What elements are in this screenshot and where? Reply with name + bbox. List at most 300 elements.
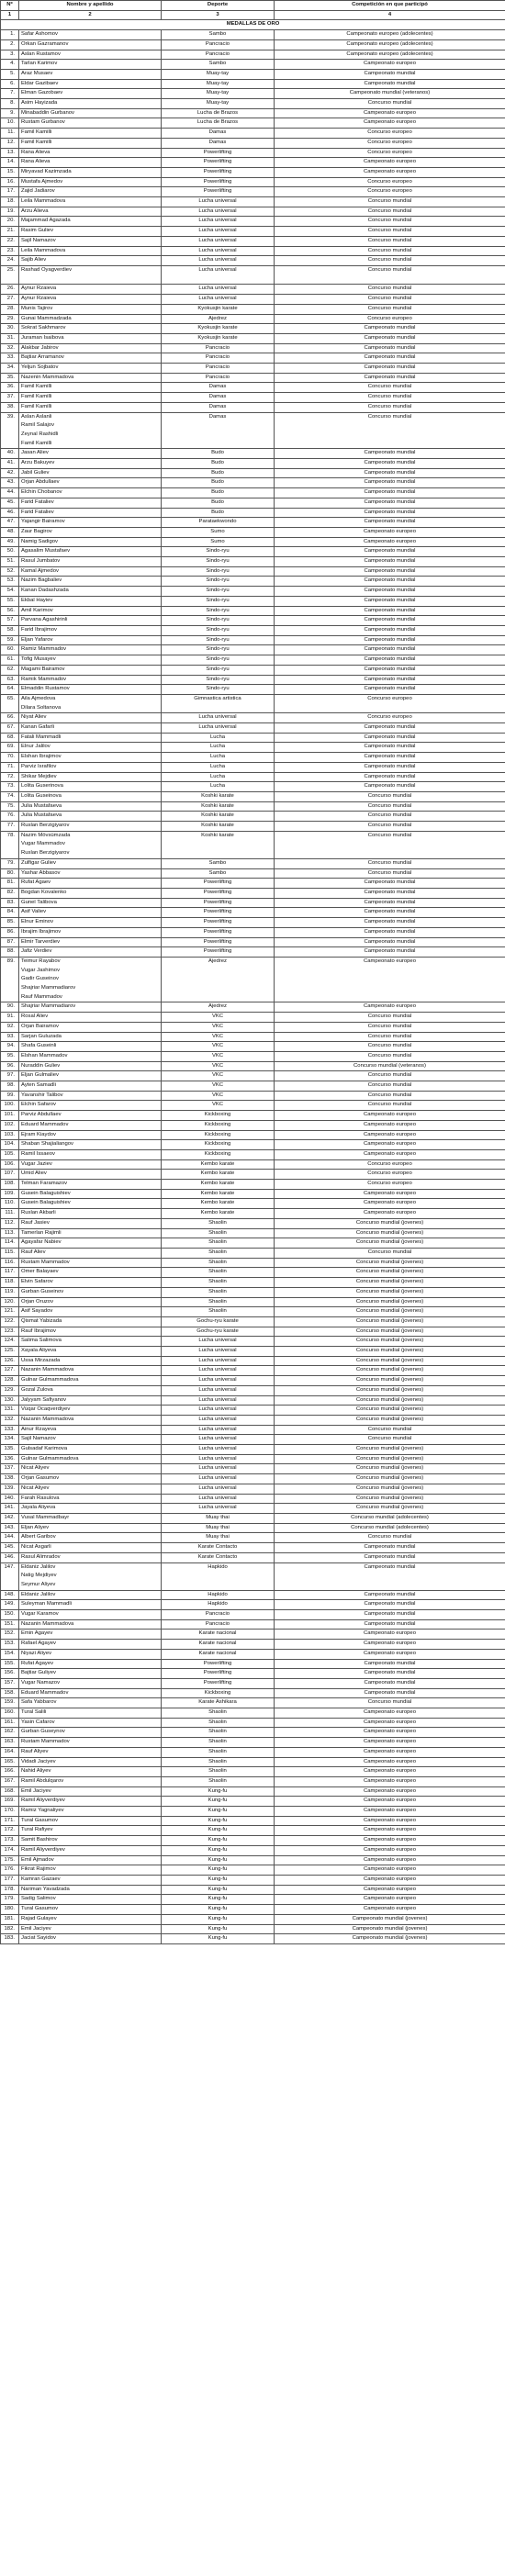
row-number: 145.: [1, 1543, 19, 1553]
athlete-name: Jalyyam Safiyanov: [21, 1396, 67, 1403]
athlete-names: [19, 1061, 162, 1071]
table-row: [1, 1590, 505, 1600]
sport-cell: VKC: [162, 1042, 275, 1052]
athlete-names: [19, 685, 162, 695]
athlete-name: Kanan Dadashzada: [21, 588, 69, 594]
row-number: 62.: [1, 665, 19, 675]
sport-cell: Kyokusjin karate: [162, 324, 275, 334]
athlete-name: Teimur Rayabov: [21, 958, 61, 964]
athlete-names: [19, 187, 162, 197]
athlete-name: Emin Agayev: [21, 1630, 53, 1637]
row-number: 56.: [1, 606, 19, 616]
athlete-names: [19, 1464, 162, 1474]
sport-cell: Shaolin: [162, 1757, 275, 1767]
sport-cell: Sambo: [162, 868, 275, 879]
row-number: 65.: [1, 694, 19, 712]
competition-cell: Concurso mundial: [275, 1533, 505, 1543]
competition-cell: Campeonato mundial: [275, 1600, 505, 1610]
table-row: [1, 449, 505, 459]
row-number: 172.: [1, 1826, 19, 1836]
table-row: [1, 364, 505, 374]
sport-cell: Lucha universal: [162, 1425, 275, 1435]
row-number: 139.: [1, 1484, 19, 1494]
athlete-name: Orjan Abdullaev: [21, 479, 60, 486]
table-row: [1, 1836, 505, 1846]
competition-cell: Campeonato mundial (veteranos): [275, 89, 505, 99]
athlete-names: [19, 227, 162, 237]
section-row: [1, 20, 505, 30]
athlete-names: [19, 645, 162, 655]
row-number: 142.: [1, 1513, 19, 1523]
athlete-names: [19, 1376, 162, 1386]
sport-cell: Shaolin: [162, 1728, 275, 1738]
athlete-name: Tural Gasumov: [21, 1906, 59, 1912]
row-number: 78.: [1, 831, 19, 858]
competition-cell: Campeonato europeo: [275, 167, 505, 177]
sport-cell: Powerlifting: [162, 148, 275, 158]
athlete-names: [19, 898, 162, 908]
table-row: [1, 1425, 505, 1435]
sport-cell: Powerlifting: [162, 918, 275, 928]
table-row: [1, 616, 505, 626]
athlete-names: [19, 812, 162, 822]
athlete-names: [19, 1366, 162, 1376]
row-number: 163.: [1, 1738, 19, 1748]
competition-cell: Campeonato europeo (adolecentes): [275, 39, 505, 50]
table-row: [1, 822, 505, 832]
competition-cell: Concurso mundial (jovenes): [275, 1218, 505, 1228]
sport-cell: Sumo: [162, 537, 275, 547]
row-number: 18.: [1, 197, 19, 207]
athlete-name: Vugar Mammadov: [21, 841, 65, 847]
athlete-names: [19, 177, 162, 187]
athlete-names: [19, 1199, 162, 1209]
athlete-name: Vüqar Ocaqverdiyev: [21, 1406, 71, 1413]
table-row: [1, 1180, 505, 1190]
athlete-names: [19, 285, 162, 295]
athlete-name: Rosal Aliev: [21, 1014, 49, 1020]
athlete-name: Ejram Kiaydov: [21, 1131, 56, 1137]
athlete-names: [19, 1523, 162, 1533]
table-row: [1, 927, 505, 937]
competition-cell: Concurso mundial: [275, 1042, 505, 1052]
athlete-names: [19, 197, 162, 207]
sport-cell: Powerlifting: [162, 158, 275, 168]
athlete-names: [19, 1767, 162, 1777]
competition-cell: Concurso mundial (jovenes): [275, 1484, 505, 1494]
athlete-names: [19, 1728, 162, 1738]
athlete-names: [19, 158, 162, 168]
row-number: 105.: [1, 1149, 19, 1159]
row-number: 108.: [1, 1180, 19, 1190]
athlete-name: Niyat Aliev: [21, 714, 47, 721]
athlete-name: Arzu Bakuyev: [21, 460, 55, 466]
sport-cell: Kickboxing: [162, 1130, 275, 1140]
table-row: [1, 694, 505, 712]
sport-cell: Sindo-ryu: [162, 665, 275, 675]
header-number-row: [1, 10, 505, 20]
athlete-name: Rauf Aliyev: [21, 1748, 49, 1754]
athlete-name: Eljan Yafarov: [21, 636, 53, 643]
athlete-name: Elshan Mammadov: [21, 1052, 68, 1058]
athlete-names: [19, 498, 162, 508]
competition-cell: Campeonato europeo: [275, 1718, 505, 1728]
sport-cell: Damas: [162, 402, 275, 412]
athlete-names: [19, 1600, 162, 1610]
table-row: [1, 1061, 505, 1071]
competition-cell: Campeonato mundial: [275, 364, 505, 374]
sport-cell: Powerlifting: [162, 937, 275, 947]
competition-cell: Campeonato europeo: [275, 1649, 505, 1659]
row-number: 10.: [1, 118, 19, 129]
table-row: [1, 1504, 505, 1514]
athlete-name: Ruslan Berzigiyarov: [21, 823, 70, 829]
sport-cell: Sindo-ryu: [162, 587, 275, 597]
row-number: 115.: [1, 1249, 19, 1259]
competition-cell: Campeonato mundial: [275, 587, 505, 597]
athlete-names: [19, 1287, 162, 1297]
table-row: [1, 957, 505, 1002]
athlete-name: Rustam Gurbanov: [21, 119, 65, 126]
athlete-name: Julia Mustafaeva: [21, 812, 62, 819]
sport-cell: Lucha: [162, 753, 275, 763]
table-row: [1, 1533, 505, 1543]
athlete-names: [19, 831, 162, 858]
athlete-name: Omer Balayaev: [21, 1269, 59, 1275]
athlete-name: Famil Kamilli: [21, 129, 52, 136]
sport-cell: Powerlifting: [162, 879, 275, 889]
athlete-name: Nariman Yavadzada: [21, 1886, 70, 1892]
table-row: [1, 1032, 505, 1042]
row-number: 54.: [1, 587, 19, 597]
athlete-names: [19, 1032, 162, 1042]
athlete-names: [19, 1504, 162, 1514]
competition-cell: Concurso mundial: [275, 402, 505, 412]
competition-cell: Campeonato europeo: [275, 1786, 505, 1797]
athlete-names: [19, 1228, 162, 1238]
competition-cell: Concurso mundial: [275, 1091, 505, 1101]
athlete-name: Bajtiar Guliyev: [21, 1670, 56, 1676]
athlete-name: Ramik Mammadov: [21, 676, 67, 682]
table-row: [1, 1619, 505, 1630]
competition-cell: Concurso mundial (jovenes): [275, 1366, 505, 1376]
table-row: [1, 1797, 505, 1807]
competition-cell: Campeonato mundial: [275, 1688, 505, 1698]
athlete-names: [19, 937, 162, 947]
table-row: [1, 1297, 505, 1307]
athlete-name: Gulnar Gulmammadova: [21, 1455, 79, 1462]
athlete-name: Rana Alieva: [21, 149, 50, 155]
table-row: [1, 236, 505, 246]
row-number: 153.: [1, 1640, 19, 1650]
athlete-name: Sokrat Sakhmarov: [21, 325, 66, 331]
sport-cell: Kembo karate: [162, 1199, 275, 1209]
athlete-names: [19, 1081, 162, 1092]
athlete-names: [19, 1425, 162, 1435]
athlete-names: [19, 527, 162, 537]
sport-cell: Lucha universal: [162, 713, 275, 723]
athlete-name: Niyazi Aliyev: [21, 1650, 52, 1656]
table-row: [1, 1464, 505, 1474]
competition-cell: Campeonato europeo: [275, 957, 505, 1002]
table-row: [1, 1905, 505, 1915]
table-row: [1, 333, 505, 343]
table-row: [1, 39, 505, 50]
competition-cell: Campeonato europeo: [275, 1738, 505, 1748]
table-row: [1, 177, 505, 187]
competition-cell: Campeonato mundial: [275, 1619, 505, 1630]
sport-cell: Kickboxing: [162, 1140, 275, 1150]
athlete-names: [19, 246, 162, 256]
athlete-names: [19, 488, 162, 498]
competition-cell: Concurso europeo: [275, 138, 505, 148]
sport-cell: Lucha universal: [162, 1464, 275, 1474]
sport-cell: Shaolin: [162, 1287, 275, 1297]
row-number: 157.: [1, 1678, 19, 1688]
row-number: 114.: [1, 1238, 19, 1249]
row-number: 24.: [1, 256, 19, 266]
sport-cell: Ajedrez: [162, 957, 275, 1002]
athlete-name: Alakbar Jabirov: [21, 344, 59, 351]
table-row: [1, 1934, 505, 1944]
competition-cell: Concurso mundial (jovenes): [275, 1278, 505, 1288]
row-number: 1.: [1, 30, 19, 40]
athlete-name: Eldaniz Jalilov: [21, 1563, 56, 1570]
competition-cell: Concurso mundial (jovenes): [275, 1297, 505, 1307]
competition-cell: Campeonato europeo: [275, 1630, 505, 1640]
athlete-name: Elchin Safarov: [21, 1102, 56, 1108]
competition-cell: Campeonato europeo: [275, 108, 505, 118]
athlete-name: Gusein Balaguishiev: [21, 1200, 71, 1206]
competition-cell: Concurso mundial (jovenes): [275, 1395, 505, 1406]
athlete-name: Gulnar Gulmammadova: [21, 1377, 79, 1383]
table-row: [1, 167, 505, 177]
athlete-name: Emil Jaciyev: [21, 1787, 51, 1794]
athlete-name: Rauf Jasiev: [21, 1219, 50, 1226]
athlete-name: Natig Mejdiyev: [21, 1573, 57, 1579]
athlete-names: [19, 1218, 162, 1228]
competition-cell: Campeonato mundial: [275, 596, 505, 606]
competition-cell: Concurso mundial (jovenes): [275, 1238, 505, 1249]
athlete-names: [19, 1552, 162, 1562]
table-row: [1, 655, 505, 666]
competition-cell: Campeonato mundial: [275, 908, 505, 918]
table-row: [1, 1347, 505, 1357]
athlete-name: Ramiz Mammadov: [21, 646, 67, 653]
athlete-name: Elnur Jalilov: [21, 744, 50, 750]
row-number: 104.: [1, 1140, 19, 1150]
competition-cell: Campeonato mundial: [275, 518, 505, 528]
competition-cell: Campeonato mundial: [275, 508, 505, 518]
table-row: [1, 324, 505, 334]
header-index-3: 3: [162, 10, 275, 20]
sport-cell: Shaolin: [162, 1278, 275, 1288]
row-number: 147.: [1, 1562, 19, 1590]
competition-cell: Concurso mundial (jovenes): [275, 1385, 505, 1395]
table-row: [1, 1738, 505, 1748]
table-row: [1, 566, 505, 577]
sport-cell: Lucha: [162, 733, 275, 743]
competition-cell: Campeonato mundial: [275, 566, 505, 577]
sport-cell: Ajedrez: [162, 314, 275, 324]
table-row: [1, 587, 505, 597]
competition-cell: Concurso mundial (jovenes): [275, 1307, 505, 1317]
athlete-name: Amil Karimov: [21, 607, 53, 613]
athlete-names: [19, 1327, 162, 1337]
row-number: 28.: [1, 304, 19, 314]
table-row: [1, 1876, 505, 1886]
row-number: 121.: [1, 1307, 19, 1317]
sport-cell: Sindo-ryu: [162, 557, 275, 567]
row-number: 159.: [1, 1698, 19, 1708]
competition-cell: Campeonato mundial: [275, 557, 505, 567]
competition-cell: Concurso mundial: [275, 1425, 505, 1435]
row-number: 61.: [1, 655, 19, 666]
sport-cell: VKC: [162, 1061, 275, 1071]
table-row: [1, 1415, 505, 1425]
competition-cell: Campeonato europeo: [275, 1002, 505, 1013]
row-number: 12.: [1, 138, 19, 148]
row-number: 151.: [1, 1619, 19, 1630]
athlete-names: [19, 908, 162, 918]
row-number: 132.: [1, 1415, 19, 1425]
athlete-names: [19, 39, 162, 50]
athlete-name: Rustam Mammadov: [21, 1259, 70, 1265]
row-number: 165.: [1, 1757, 19, 1767]
row-number: 170.: [1, 1807, 19, 1817]
athlete-name: Gadir Guseinov: [21, 976, 59, 982]
athlete-names: [19, 713, 162, 723]
sport-cell: Gochu-ryu karate: [162, 1327, 275, 1337]
athlete-names: [19, 733, 162, 743]
table-row: [1, 304, 505, 314]
sport-cell: VKC: [162, 1022, 275, 1032]
row-number: 2.: [1, 39, 19, 50]
table-row: [1, 158, 505, 168]
row-number: 27.: [1, 295, 19, 305]
sport-cell: Powerlifting: [162, 947, 275, 958]
competition-cell: Concurso mundial (jovenes): [275, 1347, 505, 1357]
table-row: [1, 879, 505, 889]
table-row: [1, 108, 505, 118]
athlete-names: [19, 791, 162, 801]
sport-cell: Budo: [162, 498, 275, 508]
athlete-name: Yeljun Sojbatov: [21, 364, 59, 371]
athlete-name: Nuraddin Guliev: [21, 1062, 61, 1069]
header-number: Nº: [1, 1, 19, 11]
competition-cell: Campeonato europeo: [275, 1640, 505, 1650]
athlete-name: Vugar Jashimov: [21, 967, 61, 973]
sport-cell: Koshki karate: [162, 801, 275, 812]
sport-cell: Sindo-ryu: [162, 566, 275, 577]
competition-cell: Campeonato mundial: [275, 753, 505, 763]
table-row: [1, 733, 505, 743]
athlete-name: Rajad Gulayev: [21, 1915, 57, 1921]
row-number: 39.: [1, 412, 19, 449]
row-number: 34.: [1, 364, 19, 374]
athlete-names: [19, 478, 162, 488]
athlete-name: Sajib Aliev: [21, 257, 47, 263]
athlete-name: Samit Bashirov: [21, 1837, 58, 1843]
sport-cell: VKC: [162, 1091, 275, 1101]
sport-cell: Lucha: [162, 782, 275, 792]
table-row: [1, 626, 505, 636]
table-row: [1, 1630, 505, 1640]
athlete-name: Ekbal Hayiev: [21, 597, 53, 603]
table-row: [1, 1600, 505, 1610]
table-row: [1, 227, 505, 237]
row-number: 11.: [1, 129, 19, 139]
athlete-name: Nahid Aliyev: [21, 1768, 51, 1775]
competition-cell: Concurso mundial: [275, 295, 505, 305]
athlete-name: Yashar Abbasov: [21, 869, 61, 876]
competition-cell: Campeonato mundial: [275, 606, 505, 616]
athlete-names: [19, 1826, 162, 1836]
competition-cell: Campeonato mundial: [275, 626, 505, 636]
table-row: [1, 1366, 505, 1376]
athlete-name: Rashad Oyagverdiev: [21, 266, 73, 273]
athlete-name: Famil Kamilli: [21, 440, 52, 446]
sport-cell: Sambo: [162, 858, 275, 868]
sport-cell: Kung-fu: [162, 1855, 275, 1865]
row-number: 30.: [1, 324, 19, 334]
athlete-names: [19, 50, 162, 60]
row-number: 160.: [1, 1708, 19, 1719]
athlete-names: [19, 577, 162, 587]
row-number: 70.: [1, 753, 19, 763]
competition-cell: Campeonato mundial: [275, 655, 505, 666]
athlete-name: Tofig Musayev: [21, 656, 56, 663]
athlete-names: [19, 1610, 162, 1620]
row-number: 63.: [1, 675, 19, 685]
athlete-names: [19, 314, 162, 324]
sport-cell: Damas: [162, 412, 275, 449]
competition-cell: Campeonato mundial: [275, 918, 505, 928]
row-number: 21.: [1, 227, 19, 237]
athlete-name: Vusal Mammadbayr: [21, 1514, 70, 1520]
athlete-name: Xayala Aliyeva: [21, 1348, 57, 1354]
table-row: [1, 898, 505, 908]
sport-cell: Kembo karate: [162, 1159, 275, 1170]
athlete-name: Ramiz Yagnaliyev: [21, 1808, 64, 1814]
row-number: 183.: [1, 1934, 19, 1944]
table-row: [1, 888, 505, 898]
competition-cell: Concurso mundial: [275, 207, 505, 217]
table-row: [1, 1268, 505, 1278]
row-number: 117.: [1, 1268, 19, 1278]
row-number: 166.: [1, 1767, 19, 1777]
athlete-name: Ramil Salajov: [21, 422, 55, 429]
athlete-name: Rafael Agayev: [21, 1641, 56, 1647]
table-row: [1, 858, 505, 868]
athlete-name: Rauf Mammadov: [21, 993, 62, 1000]
competition-cell: Concurso mundial (jovenes): [275, 1268, 505, 1278]
table-row: [1, 527, 505, 537]
athlete-names: [19, 383, 162, 393]
athlete-name: Asif Sayadov: [21, 1308, 53, 1315]
sport-cell: Powerlifting: [162, 1678, 275, 1688]
table-row: [1, 1895, 505, 1905]
sport-cell: VKC: [162, 1032, 275, 1042]
sport-cell: Pancracio: [162, 1610, 275, 1620]
table-row: [1, 908, 505, 918]
row-number: 133.: [1, 1425, 19, 1435]
athlete-name: Yasin Cafarov: [21, 1719, 55, 1725]
athlete-names: [19, 1454, 162, 1464]
athlete-names: [19, 1395, 162, 1406]
athlete-name: Tural Gasumov: [21, 1817, 59, 1823]
athlete-names: [19, 1406, 162, 1416]
